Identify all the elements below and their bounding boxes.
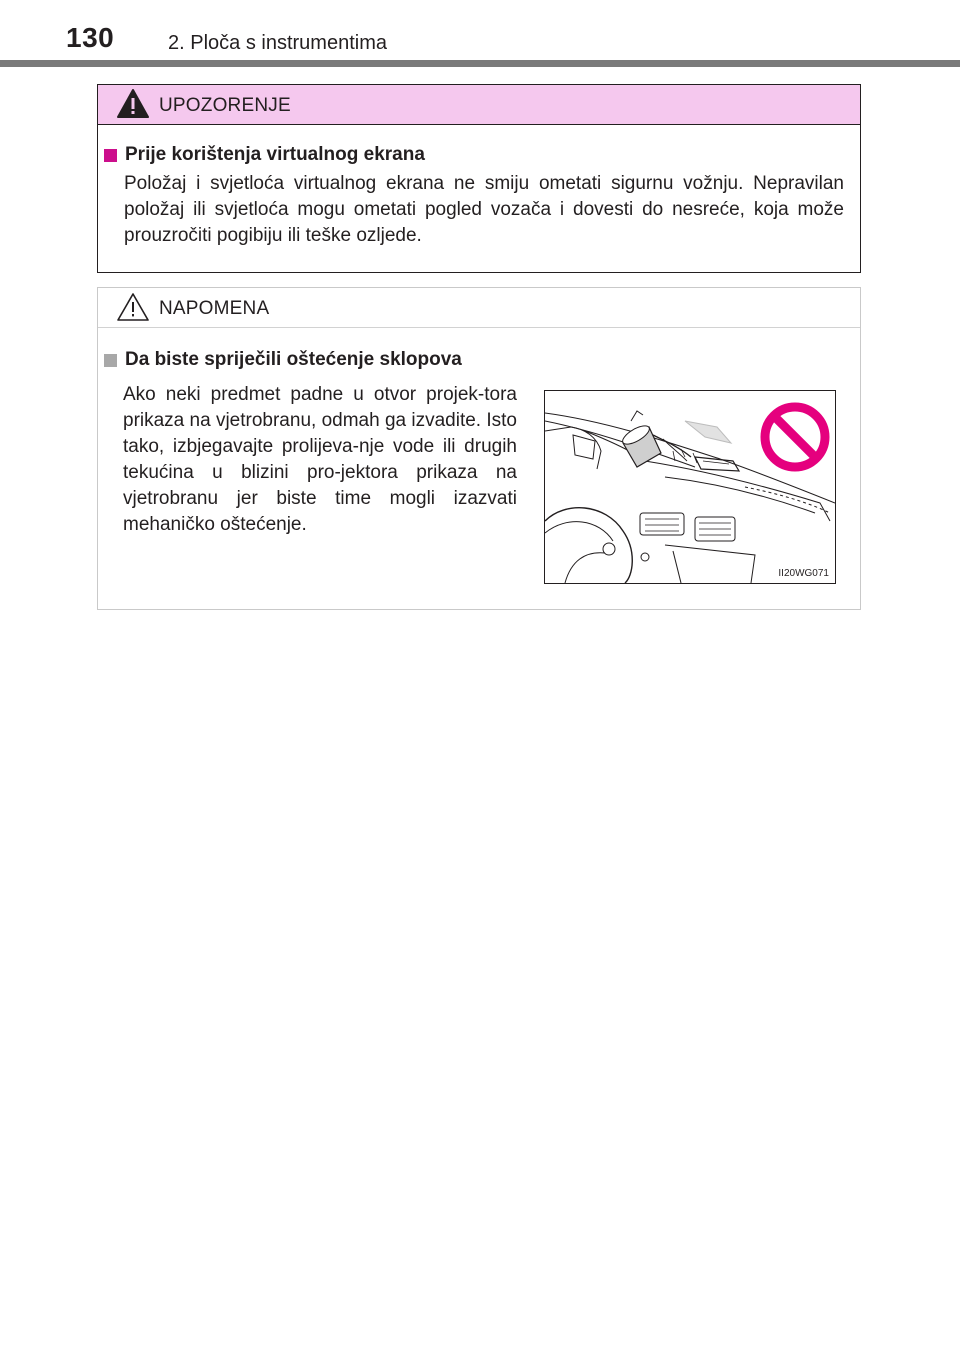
bullet-square-icon: [104, 149, 117, 162]
warning-box-header: [98, 85, 860, 125]
page-header: [0, 0, 960, 68]
warning-text: Položaj i svjetloća virtualnog ekrana ne smiju ometati sigurnu vožnju. Nepravilan položaj ili svjetloća mogu ometati pogled vozača i dovesti do nesreće, koja može prouzročiti pogibiju ili teške ozljede.: [124, 173, 844, 246]
warning-triangle-icon: [116, 88, 150, 120]
notice-heading-text: Da biste spriječili oštećenje sklopova: [125, 349, 462, 370]
warning-heading-text: Prije korištenja virtualnog ekrana: [125, 144, 425, 165]
image-code: II20WG071: [778, 568, 829, 579]
header-rule: [0, 60, 960, 67]
dashboard-illustration: [544, 390, 836, 584]
prohibited-sign-icon: [759, 401, 831, 473]
warning-label: UPOZORENJE: [159, 95, 291, 116]
notice-box: [97, 287, 861, 610]
page-number: 130: [66, 22, 115, 53]
bullet-square-icon: [104, 354, 117, 367]
notice-heading: [104, 349, 462, 371]
notice-text: Ako neki predmet padne u otvor projek-tora prikaza na vjetrobranu, odmah ga izvadite. Isto tako, izbjegavajte prolijeva-nje vode ili drugih tekućina u blizini pro-jektora prikaza na vjetrobranu jer biste time mogli izazvati mehaničko oštećenje.: [123, 384, 517, 535]
notice-box-header: [98, 288, 860, 328]
section-title: 2. Ploča s instrumentima: [168, 32, 387, 54]
caution-triangle-icon: [116, 291, 150, 323]
warning-box: [97, 84, 861, 273]
warning-heading: [104, 144, 425, 166]
notice-label: NAPOMENA: [159, 298, 270, 319]
